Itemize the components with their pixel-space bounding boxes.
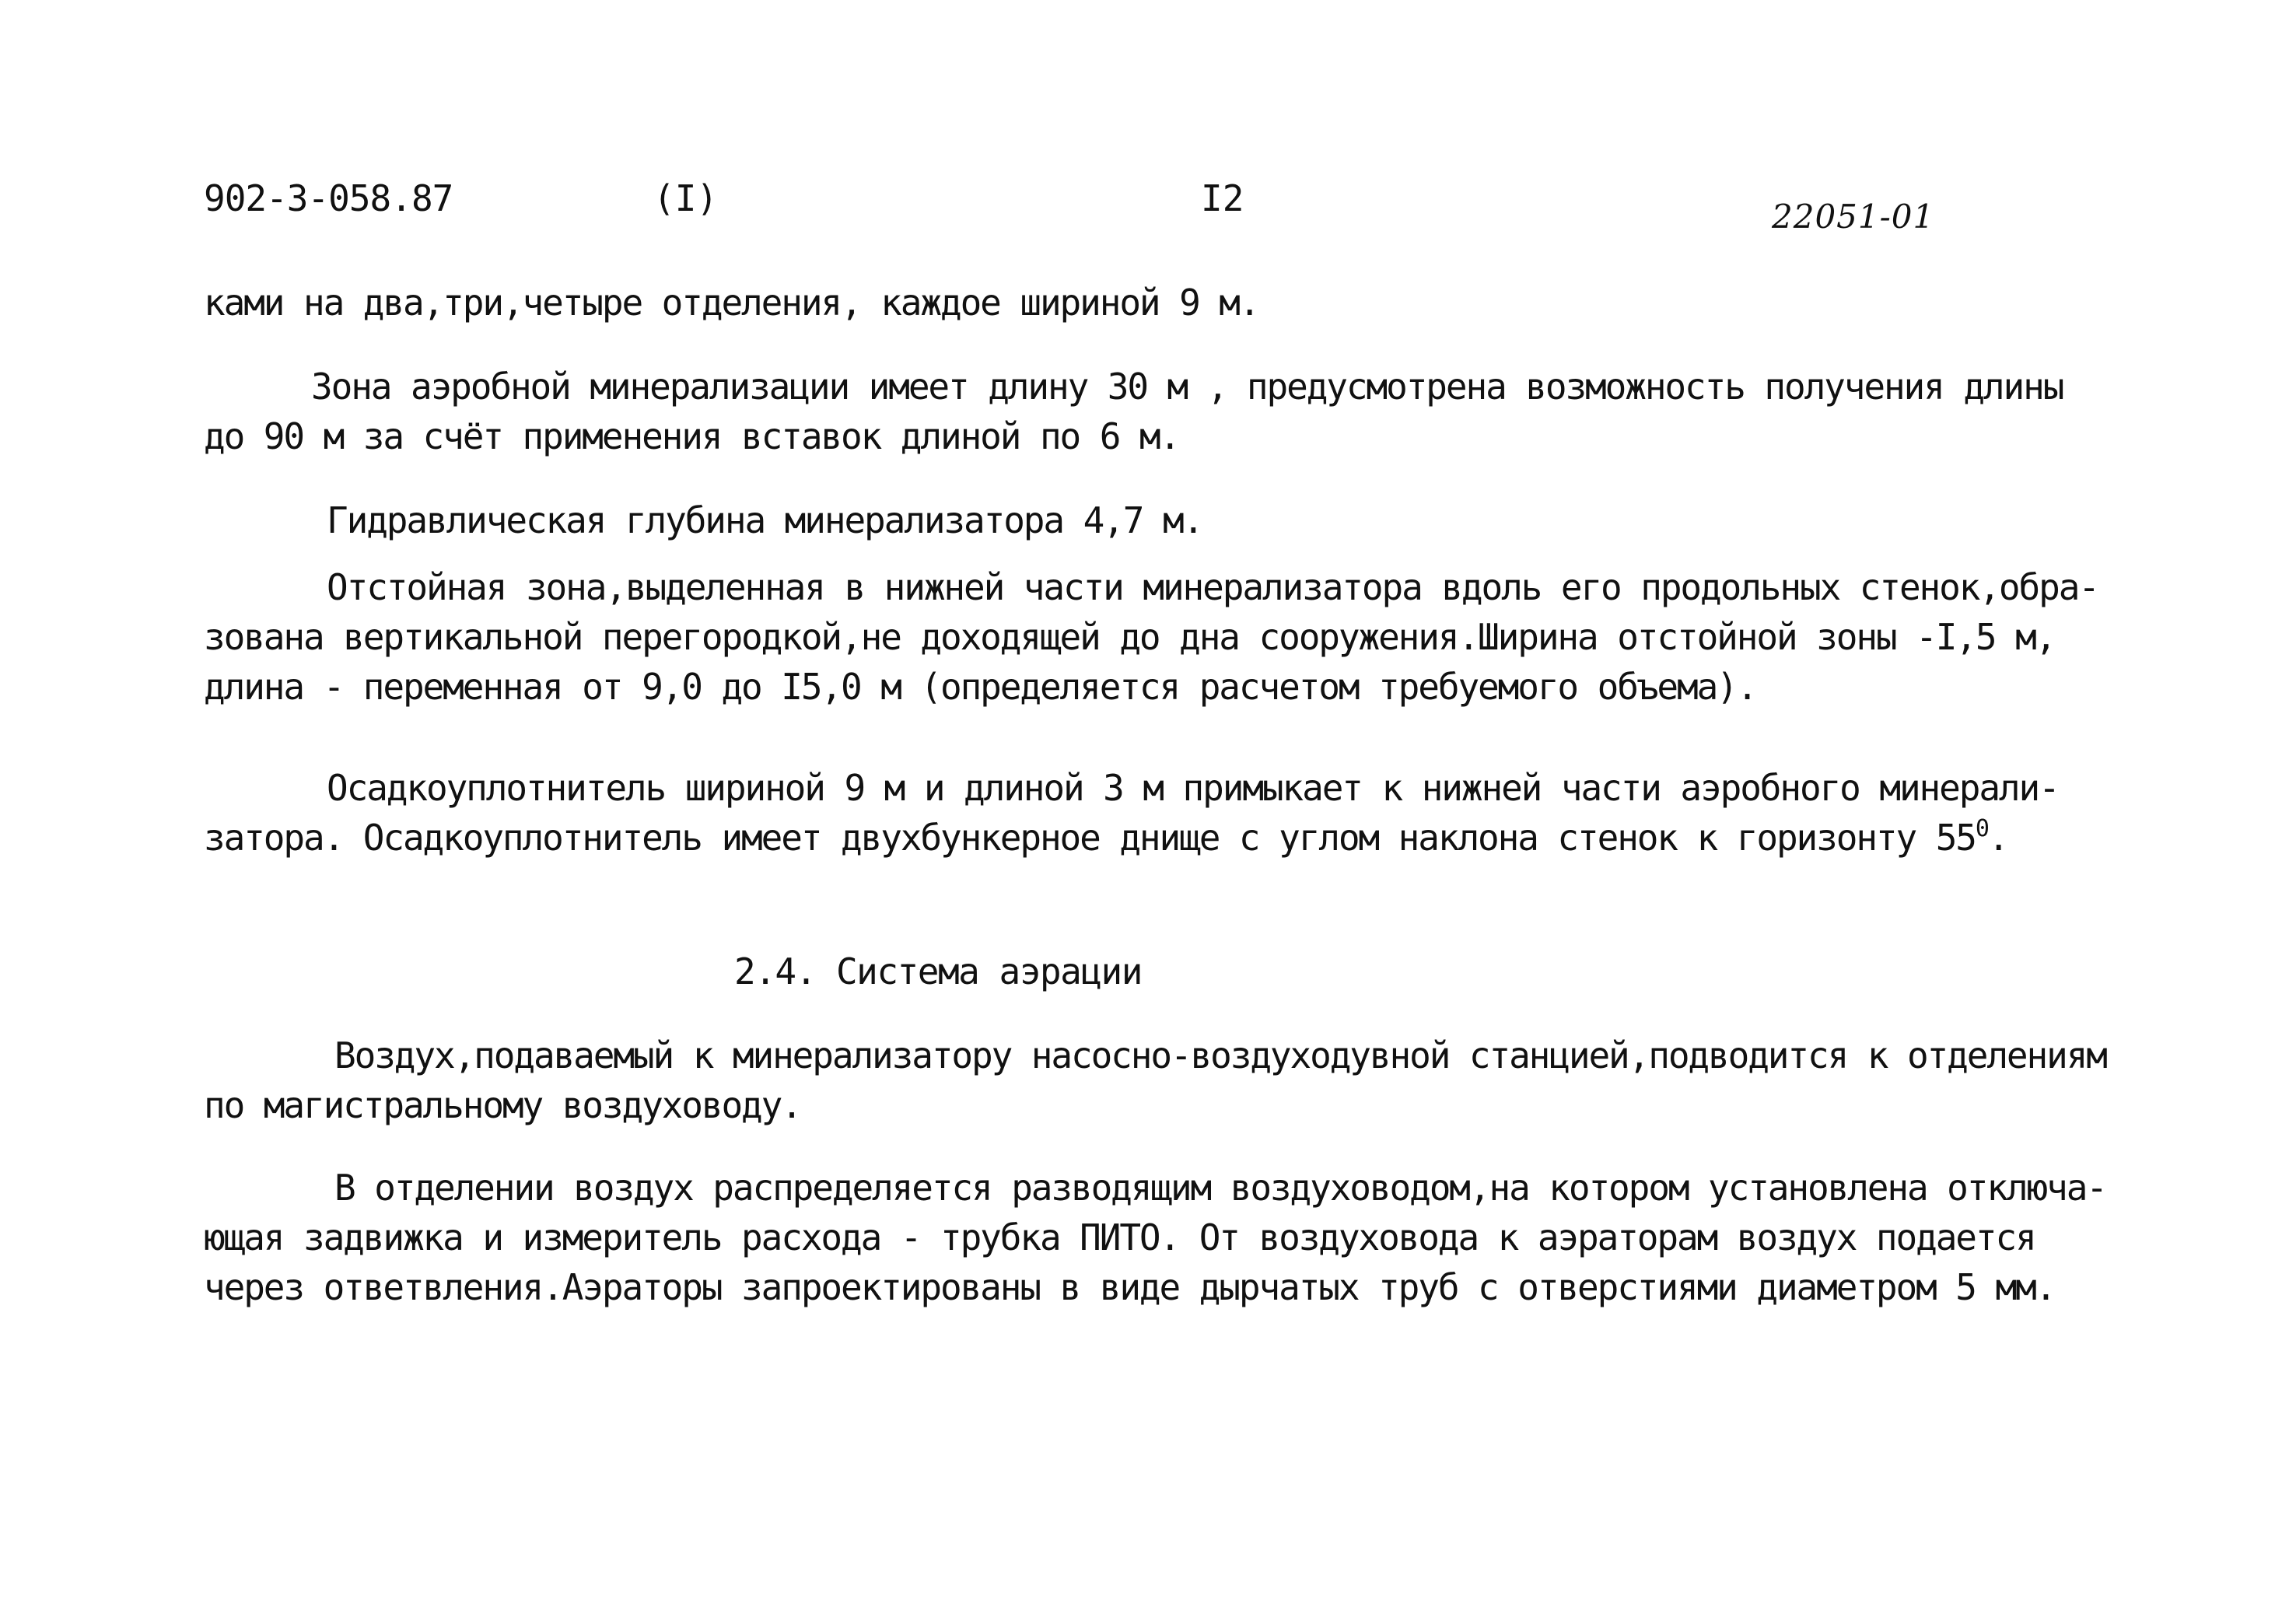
text-line: длина - переменная от 9,0 до I5,0 м (определяется расчетом требуемого объема).	[204, 666, 1757, 708]
degree-superscript: 0	[1975, 815, 1988, 842]
text-line: зована вертикальной перегородкой,не доходящей до дна сооружения.Ширина отстойной зоны -I,5 м,	[204, 616, 2056, 658]
text-line: Зона аэробной минерализации имеет длину 30 м , предусмотрена возможность получения длины	[311, 366, 2063, 408]
text-line: по магистральному воздуховоду.	[204, 1084, 801, 1126]
page-number: I2	[1201, 177, 1244, 219]
document-number: 902-3-058.87	[204, 177, 453, 219]
text-line: ющая задвижка и измеритель расхода - трубка ПИТО. От воздуховода к аэраторам воздух подается	[204, 1216, 2035, 1258]
text-line: Гидравлическая глубина минерализатора 4,7 м.	[327, 499, 1203, 541]
text-line: ками на два,три,четыре отделения, каждое шириной 9 м.	[204, 282, 1259, 324]
text-line: Воздух,подаваемый к минерализатору насосно-воздуходувной станцией,подводится к отделениям	[334, 1034, 2106, 1076]
text-line	[204, 815, 2008, 859]
text-line: В отделении воздух распределяется разводящим воздуховодом,на котором установлена отключа-	[334, 1167, 2106, 1209]
text-line: до 90 м за счёт применения вставок длиной по 6 м.	[204, 415, 1180, 457]
text-line: Отстойная зона,выделенная в нижней части минерализатора вдоль его продольных стенок,обра-	[327, 566, 2098, 608]
handwritten-code: 22051-01	[1772, 198, 1935, 236]
part-number: (I)	[653, 177, 719, 219]
text-line: через ответвления.Аэраторы запроектированы в виде дырчатых труб с отверстиями диаметром 5 мм.	[204, 1266, 2056, 1308]
text-segment: .	[1987, 817, 2008, 859]
section-heading: 2.4. Система аэрации	[734, 950, 1142, 992]
text-line: Осадкоуплотнитель шириной 9 м и длиной 3 м примыкает к нижней части аэробного минерали-	[327, 767, 2059, 809]
text-segment: затора. Осадкоуплотнитель имеет двухбункерное днище с углом наклона стенок к горизонту 55	[204, 817, 1976, 859]
